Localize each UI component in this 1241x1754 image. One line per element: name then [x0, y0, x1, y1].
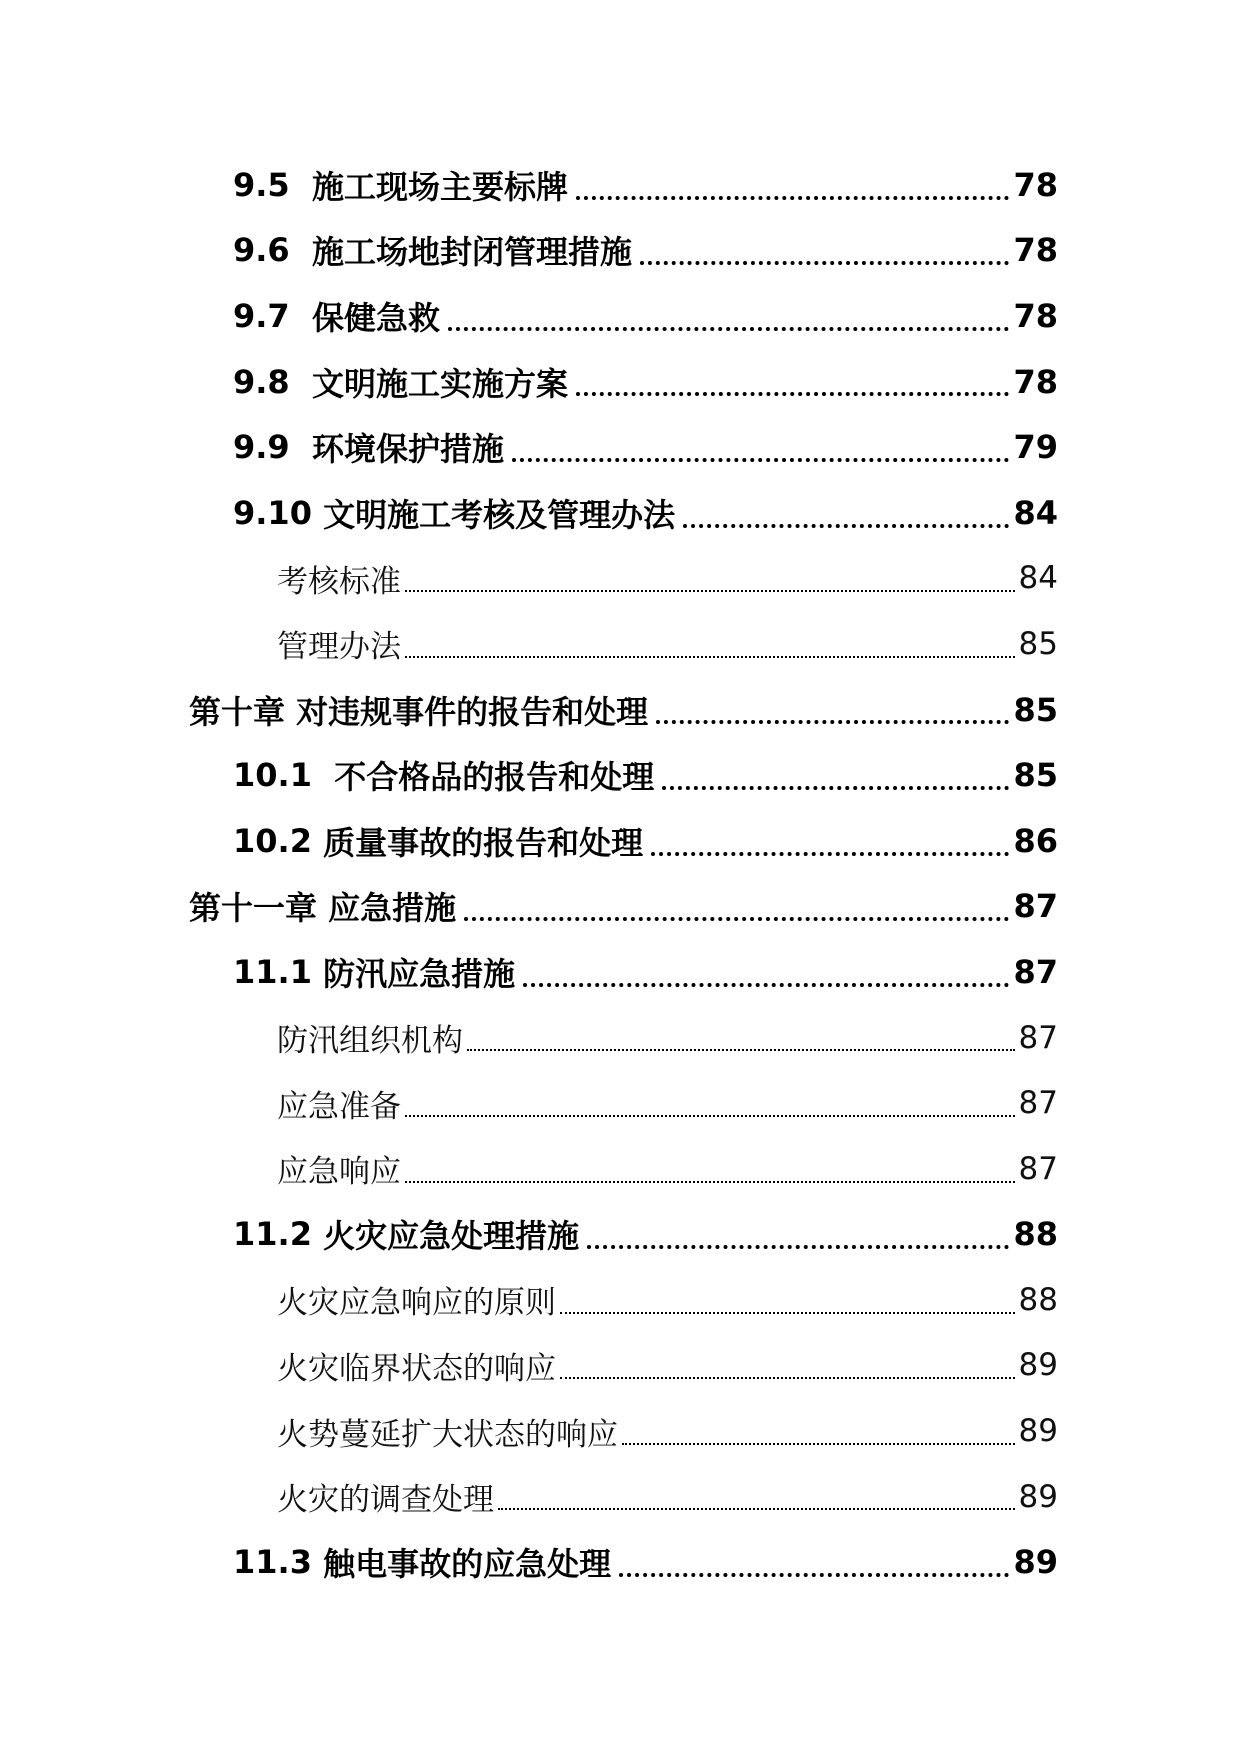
toc-subsection-entry[interactable] — [0, 1136, 1241, 1202]
toc-entry-number: 9.10 — [233, 493, 324, 532]
toc-dot-leader — [576, 392, 1009, 396]
toc-entry-title: 火灾应急响应的原则 — [277, 1285, 556, 1322]
toc-subsection-entry[interactable] — [0, 1398, 1241, 1464]
toc-entry-title: 文明施工实施方案 — [311, 364, 568, 403]
toc-entry-title: 火势蔓延扩大状态的响应 — [277, 1416, 618, 1453]
toc-entry-title: 防汛组织机构 — [277, 1023, 463, 1060]
toc-dot-leader — [656, 720, 1009, 724]
toc-entry-title: 不合格品的报告和处理 — [334, 758, 655, 797]
toc-page-number: 79 — [1013, 428, 1058, 467]
toc-dot-leader — [405, 1181, 1015, 1183]
toc-entry-title: 应急响应 — [277, 1154, 401, 1191]
toc-entry-number: 11.1 — [233, 952, 324, 991]
toc-entry-number: 11.3 — [233, 1543, 324, 1582]
toc-page-number: 89 — [1018, 1347, 1058, 1384]
toc-entry-title: 考核标准 — [277, 563, 401, 600]
toc-dot-leader — [622, 1443, 1015, 1445]
toc-dot-leader — [619, 1573, 1009, 1577]
toc-section-entry[interactable] — [0, 414, 1241, 480]
toc-entry-number: 9.5 — [233, 165, 312, 204]
toc-subsection-entry[interactable] — [0, 1333, 1241, 1399]
toc-page-number: 88 — [1018, 1281, 1058, 1318]
toc-page-number: 87 — [1018, 1085, 1058, 1122]
toc-entry-title: 施工现场主要标牌 — [311, 167, 568, 206]
toc-dot-leader — [512, 458, 1009, 462]
toc-page-number: 78 — [1013, 362, 1058, 401]
toc-entry-title: 应急准备 — [277, 1088, 401, 1125]
toc-section-entry[interactable] — [0, 480, 1241, 546]
toc-page-number: 89 — [1018, 1478, 1058, 1515]
toc-entry-number: 10.2 — [233, 821, 324, 860]
toc-entry-title: 火灾的调查处理 — [277, 1482, 494, 1519]
toc-dot-leader — [651, 852, 1009, 856]
toc-entry-title: 质量事故的报告和处理 — [323, 823, 644, 862]
toc-subsection-entry[interactable] — [0, 546, 1241, 612]
toc-entry-number: 9.9 — [233, 428, 312, 467]
toc-page-number: 85 — [1013, 756, 1058, 795]
toc-page-number: 89 — [1018, 1413, 1058, 1450]
toc-page-number: 89 — [1013, 1543, 1058, 1582]
toc-entry-title: 环境保护措施 — [311, 430, 504, 469]
toc-dot-leader — [467, 1049, 1015, 1051]
toc-entry-title: 保健急救 — [311, 298, 440, 337]
toc-entry-title: 防汛应急措施 — [323, 954, 516, 993]
toc-page-number: 84 — [1013, 493, 1058, 532]
toc-entry-title: 文明施工考核及管理办法 — [323, 495, 676, 534]
toc-subsection-entry[interactable] — [0, 1070, 1241, 1136]
toc-page-number: 78 — [1013, 231, 1058, 270]
toc-subsection-entry[interactable] — [0, 1464, 1241, 1530]
toc-page-number: 87 — [1018, 1150, 1058, 1187]
toc-page-number: 85 — [1013, 690, 1058, 729]
toc-dot-leader — [405, 590, 1015, 592]
toc-section-entry[interactable] — [0, 1529, 1241, 1595]
toc-chapter-entry[interactable] — [0, 874, 1241, 940]
toc-entry-title: 触电事故的应急处理 — [323, 1545, 612, 1584]
toc-section-entry[interactable] — [0, 283, 1241, 349]
toc-entry-title: 管理办法 — [277, 629, 401, 666]
toc-entry-title: 火灾临界状态的响应 — [277, 1350, 556, 1387]
toc-page-number: 85 — [1018, 625, 1058, 662]
toc-entry-number: 9.7 — [233, 296, 312, 335]
toc-dot-leader — [405, 656, 1015, 658]
table-of-contents — [0, 152, 1241, 1595]
toc-entry-number: 9.8 — [233, 362, 312, 401]
toc-entry-title: 第十章 对违规事件的报告和处理 — [189, 692, 649, 731]
toc-dot-leader — [640, 261, 1009, 265]
toc-dot-leader — [560, 1312, 1015, 1314]
toc-entry-title: 第十一章 应急措施 — [189, 889, 457, 928]
toc-section-entry[interactable] — [0, 349, 1241, 415]
toc-dot-leader — [498, 1508, 1015, 1510]
toc-section-entry[interactable] — [0, 742, 1241, 808]
toc-dot-leader — [576, 196, 1009, 200]
toc-dot-leader — [523, 983, 1009, 987]
toc-page-number: 87 — [1018, 1019, 1058, 1056]
toc-page-number: 87 — [1013, 952, 1058, 991]
toc-subsection-entry[interactable] — [0, 611, 1241, 677]
toc-entry-number: 9.6 — [233, 231, 312, 270]
toc-section-entry[interactable] — [0, 152, 1241, 218]
toc-subsection-entry[interactable] — [0, 1267, 1241, 1333]
toc-entry-title: 火灾应急处理措施 — [323, 1217, 580, 1256]
toc-dot-leader — [662, 786, 1009, 790]
toc-section-entry[interactable] — [0, 1202, 1241, 1268]
toc-chapter-entry[interactable] — [0, 677, 1241, 743]
toc-section-entry[interactable] — [0, 808, 1241, 874]
toc-page-number: 78 — [1013, 296, 1058, 335]
toc-page-number: 87 — [1013, 887, 1058, 926]
toc-section-entry[interactable] — [0, 218, 1241, 284]
toc-entry-number: 10.1 — [233, 756, 335, 795]
toc-subsection-entry[interactable] — [0, 1005, 1241, 1071]
toc-dot-leader — [683, 524, 1009, 528]
toc-dot-leader — [405, 1115, 1015, 1117]
toc-dot-leader — [464, 917, 1009, 921]
toc-page-number: 84 — [1018, 560, 1058, 597]
toc-entry-number: 11.2 — [233, 1215, 324, 1254]
toc-page-number: 86 — [1013, 821, 1058, 860]
toc-entry-title: 施工场地封闭管理措施 — [311, 233, 632, 272]
toc-dot-leader — [560, 1377, 1015, 1379]
toc-page-number: 78 — [1013, 165, 1058, 204]
toc-dot-leader — [587, 1245, 1009, 1249]
toc-section-entry[interactable] — [0, 939, 1241, 1005]
toc-dot-leader — [448, 327, 1009, 331]
toc-page-number: 88 — [1013, 1215, 1058, 1254]
